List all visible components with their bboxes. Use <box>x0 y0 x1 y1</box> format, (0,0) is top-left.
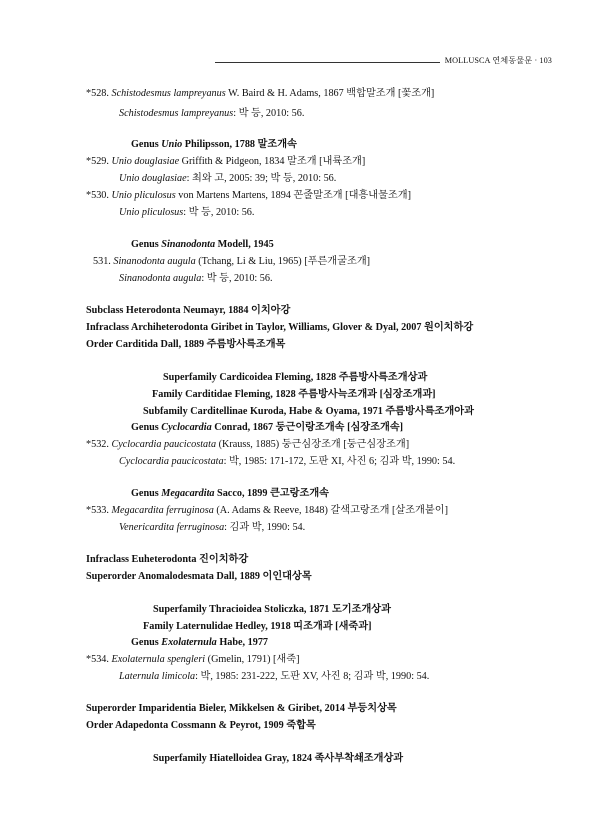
synonym-line-531 <box>119 274 273 284</box>
authority-and-common-name: Griffith & Pidgeon, 1834 말조개 [내륙조개] <box>181 156 366 167</box>
running-header: MOLLUSCA 연체동물문 · 103 <box>444 56 552 65</box>
genus-name: Sinanodonta <box>161 239 216 250</box>
entry-number: *528. <box>86 88 109 99</box>
synonym-reference: : 박, 1985: 231-222, 도판 XV, 사진 8; 김과 박, 1990: 54. <box>195 671 430 682</box>
entry-number: 531. <box>93 256 111 267</box>
superfamily-heading-thracioidea: Superfamily Thracioidea Stoliczka, 1871 도기조개상과 <box>153 604 391 615</box>
scientific-name: Megacardita ferruginosa <box>111 505 214 516</box>
authority-and-common-name: W. Baird & H. Adams, 1867 백합말조개 [꽃조개] <box>228 88 435 99</box>
superfamily-heading: Superfamily Cardicoidea Fleming, 1828 주름방사륵조개상과 <box>163 372 428 383</box>
superorder-heading-anomalodesmata: Superorder Anomalodesmata Dall, 1889 이인대상목 <box>86 571 312 582</box>
authority-and-common-name: (Krauss, 1885) 둥근심장조개 [둥근심장조개] <box>218 439 410 450</box>
synonym-line-528 <box>119 109 304 119</box>
synonym-line-532 <box>119 457 455 467</box>
genus-heading-megacardita: Genus Megacardita Sacco, 1899 큰고랑조개속 <box>131 488 330 499</box>
order-heading: Order Carditida Dall, 1889 주름방사륵조개목 <box>86 339 286 350</box>
family-heading: Family Carditidae Fleming, 1828 주름방사늑조개과 [심장조개과] <box>152 389 436 400</box>
subclass-heading: Subclass Heterodonta Neumayr, 1884 이치아강 <box>86 305 291 316</box>
synonym-name: Cyclocardia paucicostata <box>119 456 224 467</box>
synonym-reference: : 박 등, 2010: 56. <box>183 207 255 218</box>
scientific-name: Cyclocardia paucicostata <box>111 439 217 450</box>
entry-number: *534. <box>86 654 109 665</box>
synonym-line-534 <box>119 672 429 682</box>
order-heading-adapedonta: Order Adapedonta Cossmann & Peyrot, 1909 죽합목 <box>86 720 316 731</box>
family-heading-laternulidae: Family Laternulidae Hedley, 1918 띠조개과 [새죽과] <box>143 621 372 632</box>
entry-number: *533. <box>86 505 109 516</box>
infraclass-heading-euheterodonta: Infraclass Euheterodonta 진이치하강 <box>86 554 249 565</box>
scientific-name: Schistodesmus lampreyanus <box>111 88 226 99</box>
superfamily-heading-hiatelloidea: Superfamily Hiatelloidea Gray, 1824 족사부착쇄조개상과 <box>153 753 404 764</box>
scientific-name: Exolaternula spengleri <box>111 654 206 665</box>
genus-name: Exolaternula <box>161 637 217 648</box>
scientific-name: Unio douglasiae <box>111 156 180 167</box>
authority-and-common-name: (Tchang, Li & Liu, 1965) [푸른개굴조개] <box>198 256 371 267</box>
synonym-reference: : 최와 고, 2005: 39; 박 등, 2010: 56. <box>186 173 337 184</box>
synonym-line-529 <box>119 174 336 184</box>
synonym-reference: : 박, 1985: 171-172, 도판 XI, 사진 6; 김과 박, 1990: 54. <box>223 456 456 467</box>
entry-number: *529. <box>86 156 109 167</box>
entry-number: *532. <box>86 439 109 450</box>
synonym-reference: : 박 등, 2010: 56. <box>201 273 273 284</box>
species-entry-532 <box>86 440 409 450</box>
genus-heading-unio: Genus Unio Philipsson, 1788 말조개속 <box>131 139 297 150</box>
synonym-name: Sinanodonta augula <box>119 273 202 284</box>
authority-and-common-name: (Gmelin, 1791) [새죽] <box>207 654 300 665</box>
genus-heading-sinanodonta: Genus Sinanodonta Modell, 1945 <box>131 239 274 250</box>
species-entry-533 <box>86 506 448 516</box>
genus-name: Unio <box>161 139 183 150</box>
scientific-name: Unio pliculosus <box>111 190 176 201</box>
synonym-name: Venericardita ferruginosa <box>119 522 225 533</box>
species-entry-531 <box>93 257 370 267</box>
entry-number: *530. <box>86 190 109 201</box>
synonym-name: Laternula limicola <box>119 671 196 682</box>
synonym-name: Schistodesmus lampreyanus <box>119 108 234 119</box>
authority-and-common-name: (A. Adams & Reeve, 1848) 갈색고랑조개 [살조개붙이] <box>216 505 448 516</box>
scientific-name: Sinanodonta augula <box>113 256 196 267</box>
genus-name: Cyclocardia <box>161 422 212 433</box>
header-rule <box>215 62 440 63</box>
synonym-line-533 <box>119 523 305 533</box>
species-entry-534 <box>86 655 300 665</box>
superorder-heading-imparidentia: Superorder Imparidentia Bieler, Mikkelsen & Giribet, 2014 부등치상목 <box>86 703 397 714</box>
infraclass-heading: Infraclass Archiheterodonta Giribet in Taylor, Williams, Glover & Dyal, 2007 원이치하강 <box>86 322 474 333</box>
genus-name: Megacardita <box>161 488 215 499</box>
synonym-line-530 <box>119 208 254 218</box>
synonym-name: Unio pliculosus <box>119 207 184 218</box>
species-entry-530 <box>86 191 411 201</box>
synonym-reference: : 김과 박, 1990: 54. <box>224 522 306 533</box>
genus-heading-cyclocardia: Genus Cyclocardia Conrad, 1867 둥근이랑조개속 [심장조개속] <box>131 422 404 433</box>
species-entry-528 <box>86 89 434 99</box>
authority-and-common-name: von Martens Martens, 1894 꼰줄말조개 [대흥내물조개] <box>178 190 412 201</box>
species-entry-529 <box>86 157 365 167</box>
subfamily-heading: Subfamily Carditellinae Kuroda, Habe & Oyama, 1971 주름방사륵조개아과 <box>143 406 474 417</box>
synonym-reference: : 박 등, 2010: 56. <box>233 108 305 119</box>
synonym-name: Unio douglasiae <box>119 173 187 184</box>
genus-heading-exolaternula: Genus Exolaternula Habe, 1977 <box>131 637 269 648</box>
